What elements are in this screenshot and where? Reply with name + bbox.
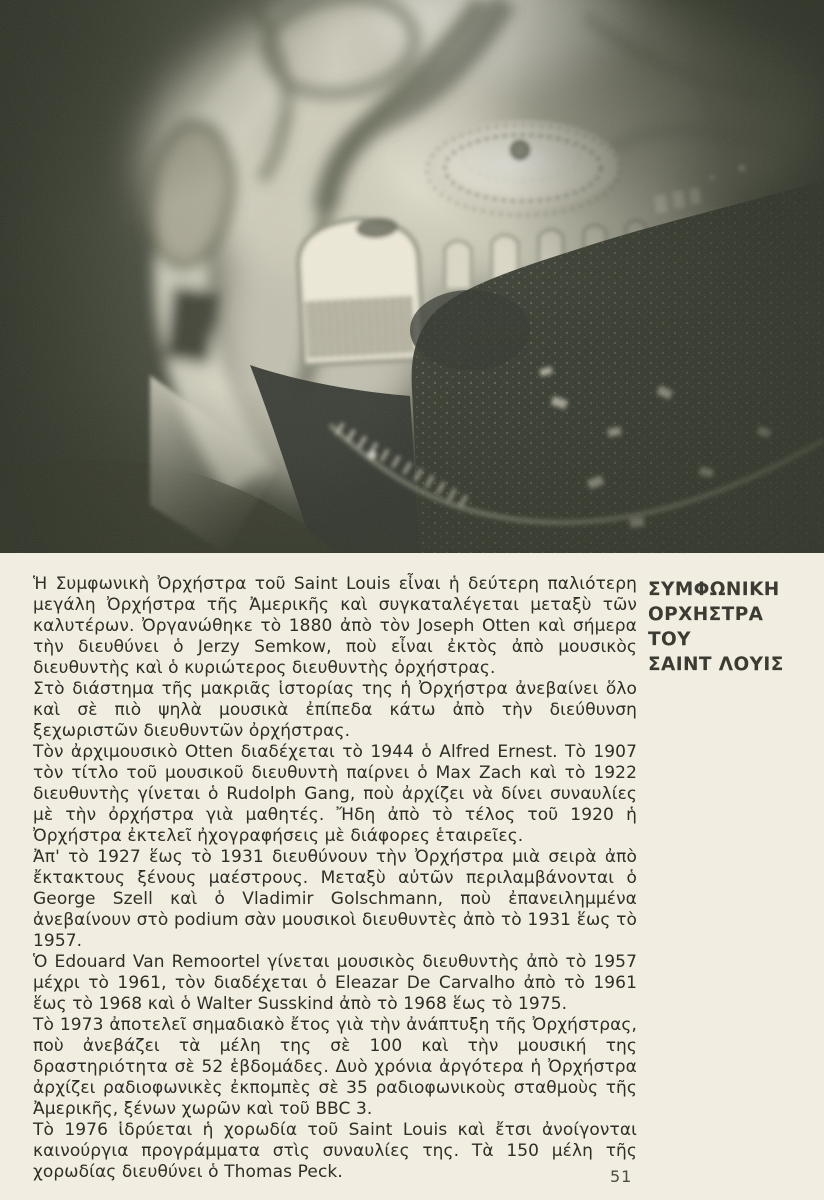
article-body <box>33 574 637 1183</box>
section-title-line-1: ΣΥΜΦΩΝΙΚΗ <box>648 579 780 600</box>
paragraph-6: Τὸ 1973 ἀποτελεῖ σημαδιακὸ ἔτος γιὰ τὴν ἀνάπτυξη τῆς Ὀρχήστρας, ποὺ ἀνεβάζει τὰ μέλη της σὲ 100 καὶ τὴν μουσική της δραστηριότητα σὲ 52 ἑβδομάδες. Δυὸ χρόνια ἀργότερα ἡ Ὀρχήστρα ἀρχίζει ραδιοφωνικὲς ἐκπομπὲς σὲ 35 ραδιοφωνικοὺς σταθμοὺς τῆς Ἀμερικῆς, ξένων χωρῶν καὶ τοῦ BBC 3. <box>33 1015 637 1119</box>
page-number: 51 <box>610 1167 633 1186</box>
film-grain <box>0 0 824 553</box>
section-title-line-2: ΟΡΧΗΣΤΡΑ <box>648 604 764 625</box>
paragraph-5: Ὁ Edouard Van Remoortel γίνεται μουσικὸς διευθυντὴς ἀπὸ τὸ 1957 μέχρι τὸ 1961, τὸν διαδέχεται ὁ Eleazar De Carvalho ἀπὸ τὸ 1961 ἕως τὸ 1968 καὶ ὁ Walter Susskind ἀπὸ τὸ 1968 ἕως τὸ 1975. <box>33 952 637 1014</box>
section-title <box>648 577 818 677</box>
paragraph-1: Ἡ Συμφωνικὴ Ὀρχήστρα τοῦ Saint Louis εἶναι ἡ δεύτερη παλιότερη μεγάλη Ὀρχήστρα τῆς Ἀμερικῆς καὶ συγκαταλέγεται μεταξὺ τῶν καλυτέρων. Ὀργανώθηκε τὸ 1880 ἀπὸ τὸν Joseph Otten καὶ σήμερα τὴν διευθύνει ὁ Jerzy Semkow, ποὺ εἶναι ἐκτὸς ἀπὸ μουσικὸς διευθυντὴς καὶ ὁ κυριώτερος διευθυντὴς ὀρχήστρας. <box>33 574 637 678</box>
concert-hall-photo <box>0 0 824 553</box>
paragraph-3: Τὸν ἀρχιμουσικὸ Otten διαδέχεται τὸ 1944 ὁ Alfred Ernest. Τὸ 1907 τὸν τίτλο τοῦ μουσικοῦ διευθυντὴ παίρνει ὁ Max Zach καὶ τὸ 1922 διευθυντὴς γίνεται ὁ Rudolph Gang, ποὺ ἀρχίζει νὰ δίνει συναυλίες μὲ τὴν ὀρχήστρα γιὰ μαθητές. Ἤδη ἀπὸ τὸ τέλος τοῦ 1920 ἡ Ὀρχήστρα ἐκτελεῖ ἠχογραφήσεις μὲ διάφορες ἑταιρεῖες. <box>33 742 637 846</box>
paragraph-7: Τὸ 1976 ἱδρύεται ἡ χορωδία τοῦ Saint Louis καὶ ἔτσι ἀνοίγονται καινούργια προγράμματα στὶς συναυλίες της. Τὰ 150 μέλη τῆς χορωδίας διευθύνει ὁ Thomas Peck. <box>33 1120 637 1182</box>
section-title-line-4: ΣΑΙΝΤ ΛΟΥΙΣ <box>648 654 784 675</box>
concert-hall-photo-art <box>0 0 824 553</box>
section-title-line-3: ΤΟΥ <box>648 629 691 650</box>
paragraph-2: Στὸ διάστημα τῆς μακριᾶς ἱστορίας της ἡ Ὀρχήστρα ἀνεβαίνει ὅλο καὶ σὲ πιὸ ψηλὰ μουσικὰ ἐπίπεδα κάτω ἀπὸ τὴν διεύθυνση ξεχωριστῶν διευθυντῶν ὀρχήστρας. <box>33 679 637 741</box>
paragraph-4: Ἀπ' τὸ 1927 ἕως τὸ 1931 διευθύνουν τὴν Ὀρχήστρα μιὰ σειρὰ ἀπὸ ἔκτακτους ξένους μαέστρους. Μεταξὺ αὐτῶν περιλαμβάνονται ὁ George Szell καὶ ὁ Vladimir Golschmann, ποὺ ἐπανειλημμένα ἀνεβαίνουν στὸ podium σὰν μουσικοὶ διευθυντὲς ἀπὸ τὸ 1931 ἕως τὸ 1957. <box>33 847 637 951</box>
